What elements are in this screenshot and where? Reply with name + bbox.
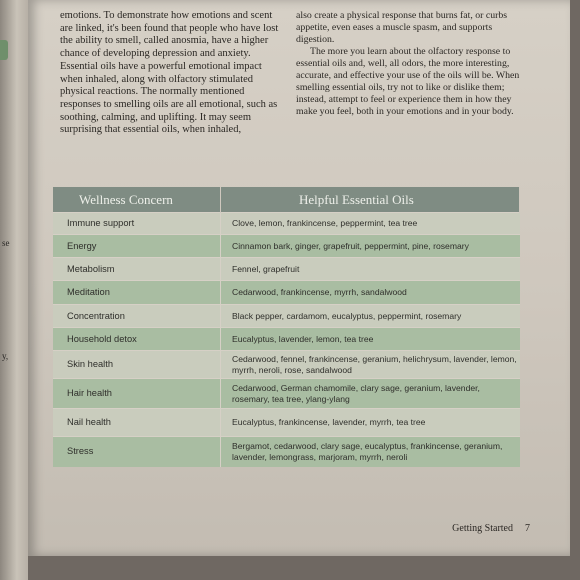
table-row: [53, 305, 520, 328]
table-row: [53, 328, 520, 351]
essential-oils-table: [53, 187, 520, 467]
oils-cell: Cinnamon bark, ginger, grapefruit, peppermint, pine, rosemary: [221, 235, 520, 258]
page-footer: [452, 523, 530, 534]
oils-cell: Eucalyptus, lavender, lemon, tea tree: [221, 328, 520, 351]
oils-cell: Bergamot, cedarwood, clary sage, eucalyptus, frankincense, geranium, lavender, lemongrass, marjoram, myrrh, neroli: [221, 437, 520, 467]
oils-cell: Cedarwood, fennel, frankincense, geranium, helichrysum, lavender, lemon, myrrh, neroli, rose, sandalwood: [221, 351, 520, 379]
concern-cell: Concentration: [53, 305, 221, 328]
right-text-column: [296, 10, 526, 118]
table-row: [53, 258, 520, 281]
facing-page-text-fragment: y,: [2, 351, 9, 361]
concern-cell: Immune support: [53, 213, 221, 235]
table-row: [53, 281, 520, 305]
concern-cell: Household detox: [53, 328, 221, 351]
oils-cell: Eucalyptus, frankincense, lavender, myrrh, tea tree: [221, 409, 520, 437]
facing-page-color-tab: [0, 40, 8, 60]
concern-cell: Stress: [53, 437, 221, 467]
facing-page-edge: [0, 0, 28, 580]
concern-cell: Energy: [53, 235, 221, 258]
table-row: [53, 437, 520, 467]
table-row: [53, 409, 520, 437]
book-page: [28, 0, 570, 556]
oils-cell: Clove, lemon, frankincense, peppermint, tea tree: [221, 213, 520, 235]
facing-page-text-fragment: se: [2, 238, 10, 248]
column-header-helpful-oils: Helpful Essential Oils: [221, 187, 520, 213]
oils-cell: Fennel, grapefruit: [221, 258, 520, 281]
table-row: [53, 351, 520, 379]
concern-cell: Skin health: [53, 351, 221, 379]
table-row: [53, 213, 520, 235]
page-number: 7: [525, 523, 530, 534]
column-header-wellness-concern: Wellness Concern: [53, 187, 221, 213]
table-header-row: [53, 187, 520, 213]
body-paragraph: also create a physical response that burns fat, or curbs appetite, even eases a muscle spasm, and supports digestion.: [296, 10, 508, 45]
table-row: [53, 235, 520, 258]
left-text-column: [60, 10, 280, 137]
concern-cell: Hair health: [53, 379, 221, 409]
table-row: [53, 379, 520, 409]
oils-cell: Cedarwood, frankincense, myrrh, sandalwood: [221, 281, 520, 305]
concern-cell: Nail health: [53, 409, 221, 437]
running-footer-section: Getting Started: [452, 523, 513, 534]
body-paragraph: emotions. To demonstrate how emotions and scent are linked, it's been found that people who have lost the ability to smell, called anosmia, have a higher chance of developing depression and anxiety. Essential oils have a powerful emotional impact when inhaled, along with olfactory stimulated physical reactions. The normally mentioned responses to smelling oils are all emotional, such as soothing, calming, and uplifting. It may seem surprising that essential oils, when inhaled,: [60, 10, 279, 136]
concern-cell: Metabolism: [53, 258, 221, 281]
body-paragraph: The more you learn about the olfactory response to essential oils and, well, all odors, the more interesting, accurate, and effective your use of the oils will be. When smelling essential oils, try not to like or dislike them; instead, attempt to feel or experience them in how they make you feel, both in your emotions and in your body.: [296, 46, 520, 117]
oils-cell: Black pepper, cardamom, eucalyptus, peppermint, rosemary: [221, 305, 520, 328]
oils-cell: Cedarwood, German chamomile, clary sage, geranium, lavender, rosemary, tea tree, ylang-ylang: [221, 379, 520, 409]
concern-cell: Meditation: [53, 281, 221, 305]
